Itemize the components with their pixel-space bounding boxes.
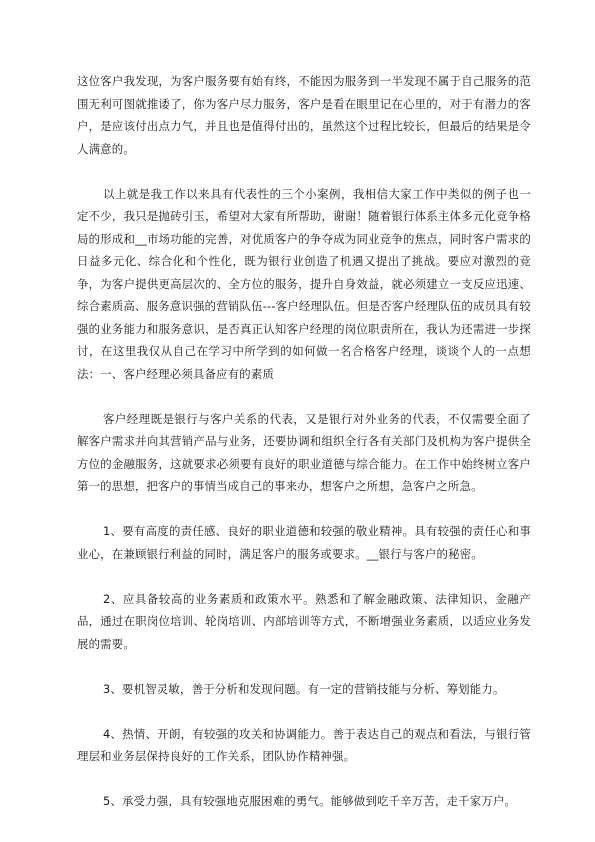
paragraph-cases-and-competition: 以上就是我工作以来具有代表性的三个小案例，我相信大家工作中类似的例子也一定不少，我只是抛砖引玉，希望对大家有所帮助，谢谢！随着银行体系主体多元化竞争格局的形成和__市场功能的完善，对优质客户的争夺成为同业竞争的焦点，同时客户需求的日益多元化、综合化和个性化，既为银行业创造了机遇又提出了挑战。要应对激烈的竞争，为客户提供更高层次的、全方位的服务，提升自身效益，就必须建立一支反应迅速、综合素质高、服务意识强的营销队伍---客户经理队伍。但是否客户经理队伍的成员具有较强的业务能力和服务意识，是否真正认知客户经理的岗位职责所在，我认为还需进一步探讨，在这里我仅从自己在学习中所学到的如何做一名合格客户经理，谈谈个人的一点想法：一、客户经理必须具备应有的素质 <box>77 186 531 381</box>
list-item-endurance: 5、承受力强，具有较强地克服困难的勇气。能够做到吃千辛万苦，走千家万户。 <box>103 794 517 808</box>
list-item-responsibility: 1、要有高度的责任感、良好的职业道德和较强的敬业精神。具有较强的责任心和事业心，在兼顾银行利益的同时，满足客户的服务或要求。__银行与客户的秘密。 <box>77 524 531 561</box>
list-item-analysis-skill: 3、要机智灵敏，善于分析和发现问题。有一定的营销技能与分析、筹划能力。 <box>103 681 505 696</box>
list-item-business-quality: 2、应具备较高的业务素质和政策水平。熟悉和了解金融政策、法律知识、金融产品，通过在职岗位培训、轮岗培训、内部培训等方式，不断增强业务素质，以适应业务发展的需要。 <box>77 591 531 651</box>
paragraph-account-manager-role: 客户经理既是银行与客户关系的代表，又是银行对外业务的代表，不仅需要全面了解客户需求并向其营销产品与业务，还要协调和组织全行各有关部门及机构为客户提供全方位的金融服务，这就要求必须要有良好的职业道德与综合能力。在工作中始终树立客户第一的思想，把客户的事情当成自己的事来办，想客户之所想，急客户之所急。 <box>77 411 531 493</box>
paragraph-customer-service-lesson: 这位客户我发现，为客户服务要有始有终，不能因为服务到一半发现不属于自己服务的范围无利可图就推诿了，你为客户尽力服务，客户是看在眼里记在心里的，对于有潜力的客户，是应该付出点力气，并且也是值得付出的，虽然这个过程比较长，但最后的结果是令人满意的。 <box>77 74 531 156</box>
document-body <box>77 70 531 813</box>
list-item-coordination-skill: 4、热情、开朗，有较强的攻关和协调能力。善于表达自己的观点和看法，与银行管理层和业务层保持良好的工作关系，团队协作精神强。 <box>77 726 531 763</box>
